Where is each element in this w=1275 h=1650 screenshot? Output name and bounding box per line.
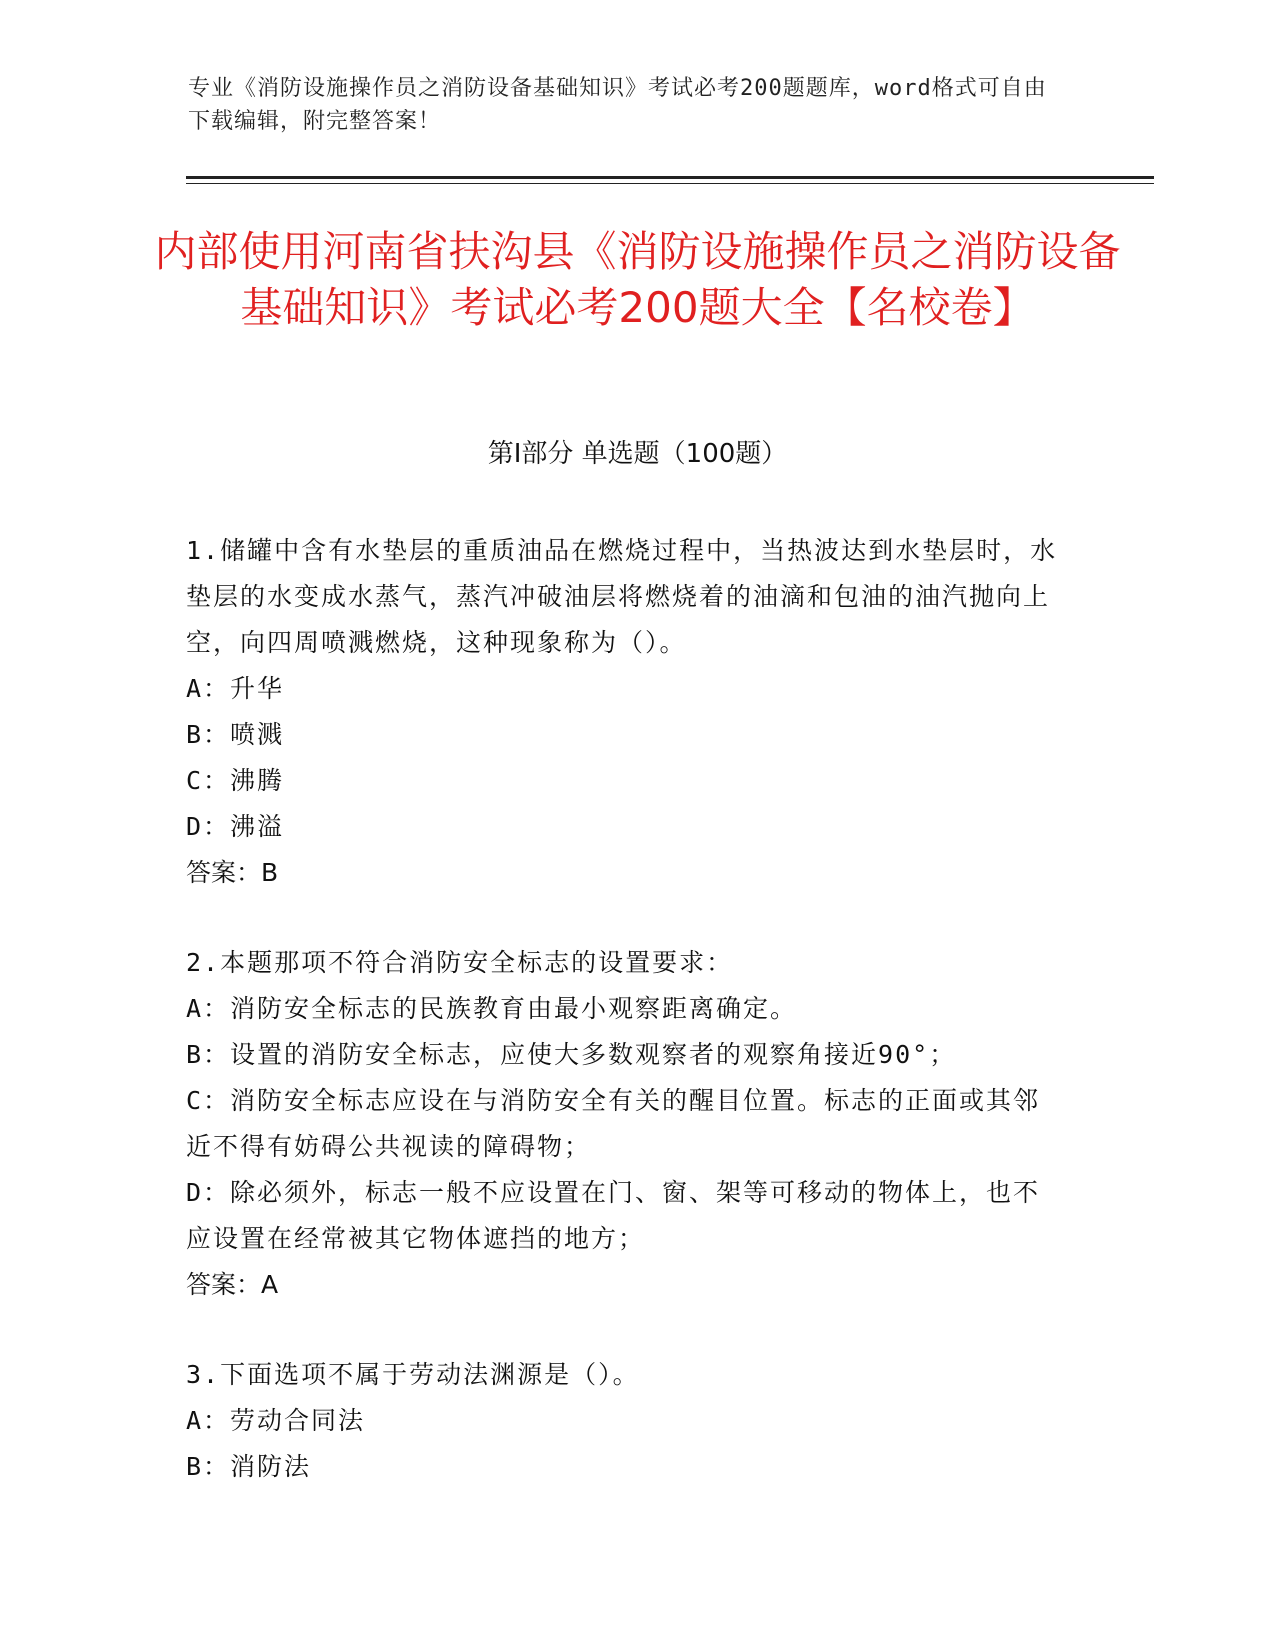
option-a: A：劳动合同法 [186,1406,366,1435]
question-1 [186,528,1066,896]
header-note: 专业《消防设施操作员之消防设备基础知识》考试必考200题题库，word格式可自由下载编辑，附完整答案！ [188,76,1047,134]
option-b: B：设置的消防安全标志，应使大多数观察者的观察角接近90°； [186,1040,957,1069]
option-d: D：除必须外，标志一般不应设置在门、窗、架等可移动的物体上，也不应设置在经常被其它物体遮挡的地方； [186,1178,1041,1253]
option-d: D：沸溢 [186,812,285,841]
answer: 答案：A [186,1270,279,1299]
document-title: 内部使用河南省扶沟县《消防设施操作员之消防设备基础知识》考试必考200题大全【名校卷】 [154,227,1121,332]
question-3 [186,1352,1066,1490]
question-stem: 2.本题那项不符合消防安全标志的设置要求： [186,948,734,977]
header-divider-thick [186,176,1154,179]
section-title: 第I部分 单选题（100题） [487,439,788,469]
option-b: B：喷溅 [186,720,285,749]
option-b: B：消防法 [186,1452,312,1481]
question-stem: 1.储罐中含有水垫层的重质油品在燃烧过程中，当热波达到水垫层时，水垫层的水变成水蒸气，蒸汽冲破油层将燃烧着的油滴和包油的油汽抛向上空，向四周喷溅燃烧，这种现象称为（）。 [186,536,1058,657]
question-list [186,528,1066,1534]
question-stem: 3.下面选项不属于劳动法渊源是（）。 [186,1360,640,1389]
option-c: C：消防安全标志应设在与消防安全有关的醒目位置。标志的正面或其邻近不得有妨碍公共视读的障碍物； [186,1086,1041,1161]
question-2 [186,940,1066,1308]
option-c: C：沸腾 [186,766,285,795]
header-divider-thin [186,183,1154,184]
answer: 答案：B [186,858,279,887]
option-a: A：升华 [186,674,285,703]
option-a: A：消防安全标志的民族教育由最小观察距离确定。 [186,994,798,1023]
